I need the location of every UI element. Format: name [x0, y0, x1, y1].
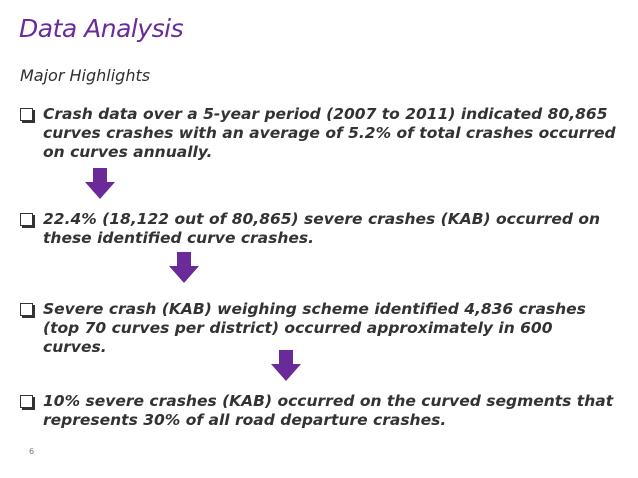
bullet-item — [20, 392, 620, 430]
checkbox-square-icon — [20, 395, 33, 408]
checkbox-square-icon — [20, 108, 33, 121]
checkbox-square-icon — [20, 213, 33, 226]
checkbox-square-icon — [20, 303, 33, 316]
page-number: 6 — [29, 447, 35, 456]
bullet-item — [20, 300, 620, 357]
bullet-item — [20, 105, 620, 162]
bullet-text: 10% severe crashes (KAB) occurred on the curved segments that represents 30% of all road departure crashes. — [43, 392, 614, 429]
down-arrow-icon — [168, 252, 200, 284]
slide-title: Data Analysis — [19, 14, 184, 43]
bullet-item — [20, 210, 620, 248]
down-arrow-icon — [84, 168, 116, 200]
slide-subtitle: Major Highlights — [20, 66, 151, 85]
down-arrow-icon — [270, 350, 302, 382]
bullet-text: Crash data over a 5-year period (2007 to 2011) indicated 80,865 curves crashes with an average of 5.2% of total crashes occurred on curves annually. — [43, 105, 616, 161]
bullet-text: Severe crash (KAB) weighing scheme identified 4,836 crashes (top 70 curves per district) occurred approximately in 600 curves. — [43, 300, 586, 356]
bullet-text: 22.4% (18,122 out of 80,865) severe crashes (KAB) occurred on these identified curve crashes. — [43, 210, 601, 247]
